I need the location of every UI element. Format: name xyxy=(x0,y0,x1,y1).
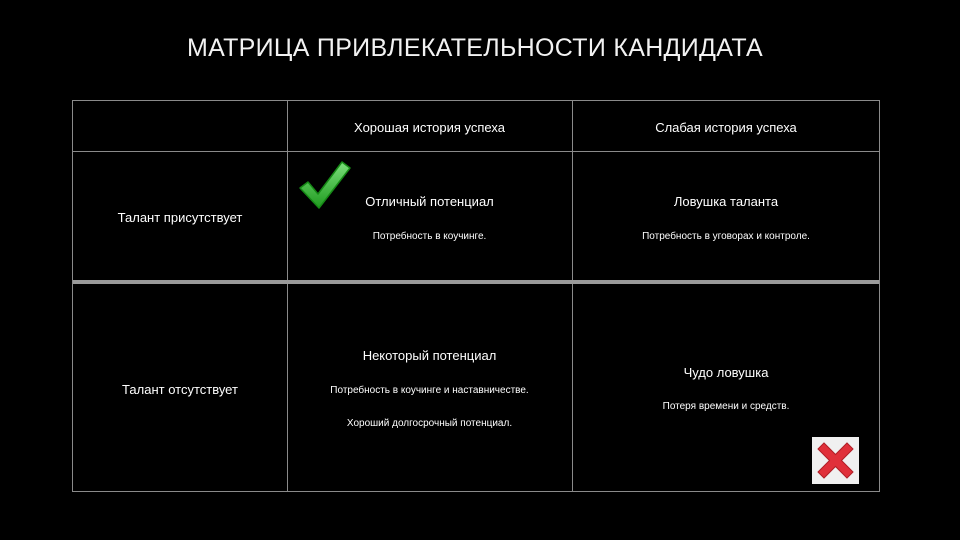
row-label-present: Талант присутствует xyxy=(117,210,243,225)
column-header-good: Хорошая история успеха xyxy=(354,120,505,135)
cell-trap-note: Потребность в уговорах и контроле. xyxy=(642,231,810,242)
header-divider xyxy=(73,151,879,152)
cell-miracle-heading: Чудо ловушка xyxy=(683,365,769,380)
column-header-weak: Слабая история успеха xyxy=(655,120,797,135)
cell-some-note: Потребность в коучинге и наставничестве. xyxy=(330,385,529,396)
row-divider xyxy=(73,280,879,284)
row-label-absent: Талант отсутствует xyxy=(122,382,238,397)
cell-some-heading: Некоторый потенциал xyxy=(362,348,497,363)
cell-excellent-heading: Отличный потенциал xyxy=(365,194,494,209)
cell-trap-heading: Ловушка таланта xyxy=(673,194,779,209)
cell-some-note: Хороший долгосрочный потенциал. xyxy=(346,418,513,429)
cell-miracle-note: Потеря времени и средств. xyxy=(662,401,790,412)
check-icon xyxy=(296,158,354,212)
page-title: МАТРИЦА ПРИВЛЕКАТЕЛЬНОСТИ КАНДИДАТА xyxy=(186,34,764,62)
column-divider xyxy=(287,101,288,491)
cell-excellent-note: Потребность в коучинге. xyxy=(372,231,487,242)
cross-icon xyxy=(812,437,859,484)
matrix-table xyxy=(72,100,880,492)
column-divider xyxy=(572,101,573,491)
